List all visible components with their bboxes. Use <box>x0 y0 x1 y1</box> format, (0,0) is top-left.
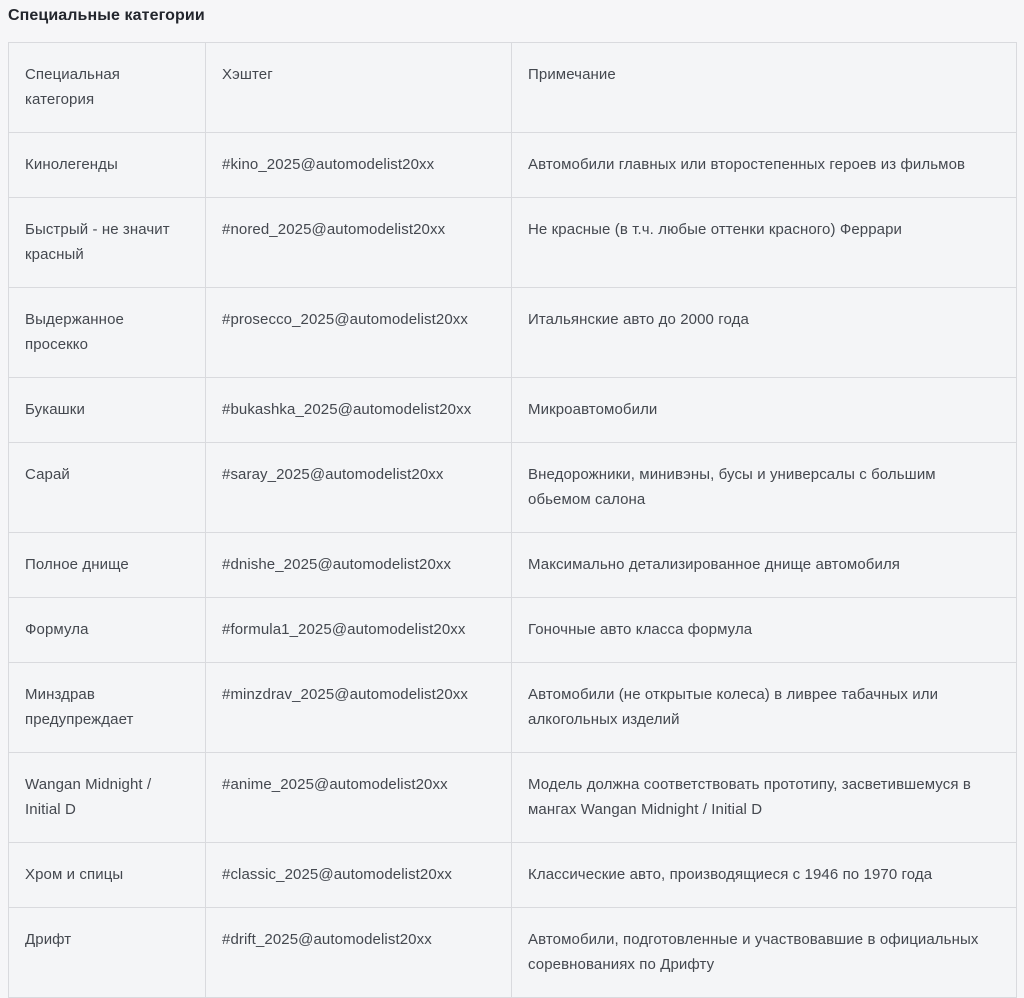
note-cell: Итальянские авто до 2000 года <box>512 288 1017 378</box>
special-categories-table <box>8 42 1017 998</box>
table-row <box>9 198 1017 288</box>
table-header <box>9 43 1017 133</box>
category-cell: Wangan Midnight / Initial D <box>9 753 206 843</box>
hashtag-cell: #anime_2025@automodelist20xx <box>206 753 512 843</box>
hashtag-cell: #formula1_2025@automodelist20xx <box>206 598 512 663</box>
table-row <box>9 533 1017 598</box>
table-row <box>9 843 1017 908</box>
table-row <box>9 378 1017 443</box>
note-cell: Автомобили, подготовленные и участвовавшие в официальных соревнованиях по Дрифту <box>512 908 1017 998</box>
category-cell: Полное днище <box>9 533 206 598</box>
category-cell: Дрифт <box>9 908 206 998</box>
table-row <box>9 908 1017 998</box>
hashtag-cell: #prosecco_2025@automodelist20xx <box>206 288 512 378</box>
table-row <box>9 753 1017 843</box>
hashtag-cell: #classic_2025@automodelist20xx <box>206 843 512 908</box>
hashtag-cell: #nored_2025@automodelist20xx <box>206 198 512 288</box>
note-cell: Микроавтомобили <box>512 378 1017 443</box>
column-header-category: Специальная категория <box>9 43 206 133</box>
note-cell: Автомобили главных или второстепенных героев из фильмов <box>512 133 1017 198</box>
column-header-note: Примечание <box>512 43 1017 133</box>
hashtag-cell: #drift_2025@automodelist20xx <box>206 908 512 998</box>
category-cell: Кинолегенды <box>9 133 206 198</box>
table-row <box>9 443 1017 533</box>
table-body <box>9 133 1017 998</box>
hashtag-cell: #dnishe_2025@automodelist20xx <box>206 533 512 598</box>
hashtag-cell: #bukashka_2025@automodelist20xx <box>206 378 512 443</box>
note-cell: Гоночные авто класса формула <box>512 598 1017 663</box>
table-row <box>9 663 1017 753</box>
category-cell: Сарай <box>9 443 206 533</box>
hashtag-cell: #saray_2025@automodelist20xx <box>206 443 512 533</box>
category-cell: Букашки <box>9 378 206 443</box>
table-row <box>9 288 1017 378</box>
note-cell: Внедорожники, минивэны, бусы и универсалы с большим обьемом салона <box>512 443 1017 533</box>
page-title: Специальные категории <box>8 7 205 24</box>
note-cell: Максимально детализированное днище автомобиля <box>512 533 1017 598</box>
table-row <box>9 133 1017 198</box>
table-row <box>9 598 1017 663</box>
note-cell: Модель должна соответствовать прототипу, засветившемуся в мангах Wangan Midnight / Initial D <box>512 753 1017 843</box>
category-cell: Минздрав предупреждает <box>9 663 206 753</box>
note-cell: Автомобили (не открытые колеса) в ливрее табачных или алкогольных изделий <box>512 663 1017 753</box>
note-cell: Не красные (в т.ч. любые оттенки красного) Феррари <box>512 198 1017 288</box>
category-cell: Формула <box>9 598 206 663</box>
column-header-hashtag: Хэштег <box>206 43 512 133</box>
category-cell: Выдержанное просекко <box>9 288 206 378</box>
note-cell: Классические авто, производящиеся с 1946 по 1970 года <box>512 843 1017 908</box>
category-cell: Быстрый - не значит красный <box>9 198 206 288</box>
category-cell: Хром и спицы <box>9 843 206 908</box>
hashtag-cell: #minzdrav_2025@automodelist20xx <box>206 663 512 753</box>
table-header-row <box>9 43 1017 133</box>
hashtag-cell: #kino_2025@automodelist20xx <box>206 133 512 198</box>
